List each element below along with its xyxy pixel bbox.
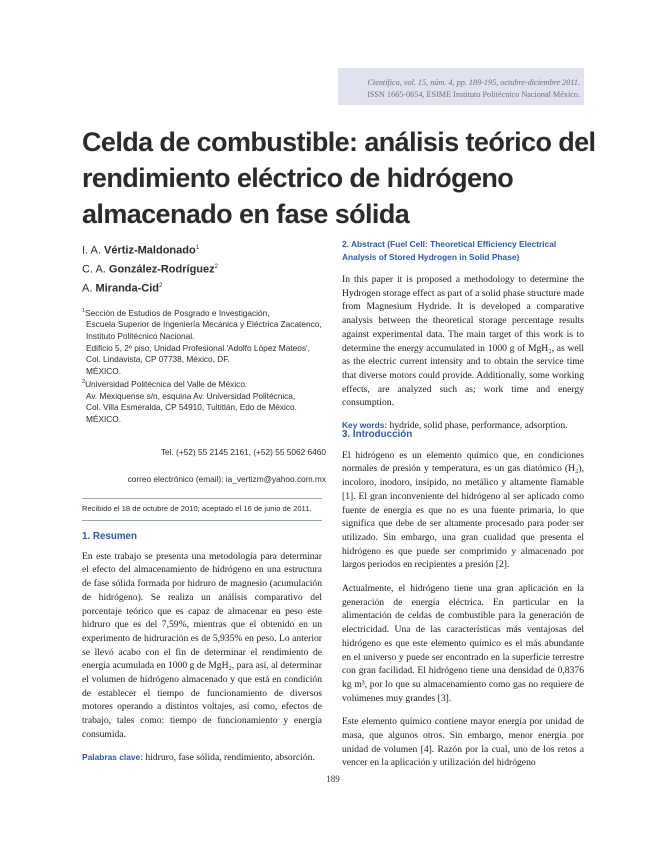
- title-line-3: almacenado en fase sólida: [82, 199, 410, 229]
- resumen-heading: 1. Resumen: [82, 531, 137, 542]
- resumen-text: En este trabajo se presenta una metodología para determinar el efecto del almacenamiento de hidrógeno en una estructura de fase sólida formada por hidruro de magnesio (acumulación de hidrógeno). Se realiza un análisis comparativo del porcentaje teórico que es capaz de almacenar en peso este hidruro que es del 7,59%, mientras que el obtenido en un experimento de hidruración es de 5,935% en peso. Lo anterior se llevó acabo con el fin de determinar el rendimiento de energía acumulada en 1000 g de MgH₂, para así, al determinar el volumen de hidrógeno almacenado y que está en condición de establecer el tiempo de funcionamiento de diversos motores operando a distintos voltajes, así como, efectos de trabajo, tales como: tiempo de funcionamiento y energía consumida.: [82, 550, 322, 740]
- affiliations: [82, 306, 332, 425]
- affiliation-1-line: Col. Lindavista, CP 07738, México, DF.: [86, 354, 230, 365]
- resumen-section: [82, 530, 322, 764]
- page-number: 189: [326, 774, 340, 784]
- affiliation-2-line: $^2$Universidad Politécnica del Valle de México.: [82, 379, 248, 390]
- abstract-heading: 2. Abstract (Fuel Cell: Theoretical Efficiency Electrical Analysis of Stored Hydrogen in Solid Phase): [342, 239, 557, 262]
- paper-title: [82, 124, 602, 232]
- introduccion-paragraph-2: Actualmente, el hidrógeno tiene una gran aplicación en la generación de energía eléctrica. En particular en la alimentación de celdas de combustible para la generación de electricidad. Una de las características más ventajosas del hidrógeno es que este elemento químico es el más abundante en el universo y puede ser encontrado en la superficie terrestre con gran facilidad. El hidrógeno tiene una densidad de 0,8376 kg m³, por lo que su almacenamiento como gas no requiere de volúmenes muy grandes [3].: [342, 583, 584, 704]
- author-2: C. A. González-Rodríguez$^2$: [82, 263, 218, 276]
- divider-bottom: [82, 520, 322, 521]
- affiliation-1-line: $^1$Sección de Estudios de Posgrado e Investigación,: [82, 307, 270, 318]
- affiliation-2-line: Col. Villa Esmeralda, CP 54910, Tultitlán, Edo de México.: [86, 402, 297, 413]
- abstract-text: In this paper it is proposed a methodology to determine the Hydrogen storage effect as part of a solid phase structure made from Magnesium Hydride. It is developed a comparative analysis between the theoretical storage percentage results against experimental data. The main target of this work is to determine the energy accumulated in 1000 g of MgH₂, as well as the electric current intensity and to obtain the service time that diverse motors could provide. Additionally, some working effects, are analyzed such as; work time and energy consumption.: [342, 274, 584, 409]
- affiliation-1-line: Escuela Superior de Ingeniería Mecánica y Eléctrica Zacatenco,: [86, 319, 322, 330]
- affiliation-1-line: Edificio 5, 2º piso, Unidad Profesional 'Adolfo López Mateos',: [86, 342, 310, 353]
- received-accepted-dates: Recibido el 18 de octubre de 2010; aceptado el 16 de junio de 2011.: [82, 504, 312, 513]
- abstract-section: [342, 273, 584, 433]
- contact-email: correo electrónico (email): ia_vertizm@yahoo.com.mx: [127, 474, 326, 484]
- author-1: I. A. Vértiz-Maldonado$^1$: [82, 244, 200, 257]
- affiliation-2-line: Av. Mexiquense s/n, esquina Av. Universidad Politécnica,: [86, 390, 296, 401]
- author-list: [82, 240, 218, 297]
- journal-citation: Científica, vol. 15, núm. 4, pp. 189-195, octubre-diciembre 2011.: [367, 78, 580, 87]
- author-3: A. Miranda-Cid$^2$: [82, 282, 163, 295]
- title-line-1: Celda de combustible: análisis teórico del: [82, 127, 596, 157]
- introduccion-section: [342, 428, 584, 770]
- affiliation-1-line: Instituto Politécnico Nacional.: [86, 330, 195, 341]
- contact-phone: Tel. (+52) 55 2145 2161, (+52) 55 5062 6460: [160, 447, 326, 457]
- introduccion-paragraph-1: El hidrógeno es un elemento químico que, en condiciones normales de presión y temperatura, es un gas diatómico (H₂), incoloro, inodoro, insípido, no metálico y altamente flamable [1]. El gran inconveniente del hidrógeno al ser aplicado como fuente de energía es que no es una fuente primaria, lo que significa que debe de ser altamente procesado para poder ser utilizado. Sin embargo, una gran cualidad que presenta el hidrógeno es que puede ser comprimido y almacenado por largos periodos en recipientes a presión [2].: [342, 449, 584, 571]
- affiliation-1-line: MÉXICO.: [86, 365, 122, 376]
- resumen-keywords: Palabras clave: hidruro, fase sólida, rendimiento, absorción.: [82, 751, 315, 763]
- introduccion-paragraph-3: Este elemento químico contiene mayor energía por unidad de masa, que algunos otros. Sin embargo, menor energía por unidad de volumen [4]. Razón por la cual, uno de los retos a vencer en la aplicación y utilización del hidrógeno: [342, 716, 584, 769]
- abstract-keywords: Key words: hydride, solid phase, performance, adsorption.: [342, 420, 568, 432]
- affiliation-2-line: MÉXICO.: [86, 413, 122, 424]
- journal-issn: ISSN 1665-0654, ESIME Instituto Politécnico Nacional México.: [367, 90, 580, 99]
- introduccion-heading: 3. Introducción: [342, 429, 413, 440]
- divider-top: [82, 498, 322, 499]
- title-line-2: rendimiento eléctrico de hidrógeno: [82, 163, 514, 193]
